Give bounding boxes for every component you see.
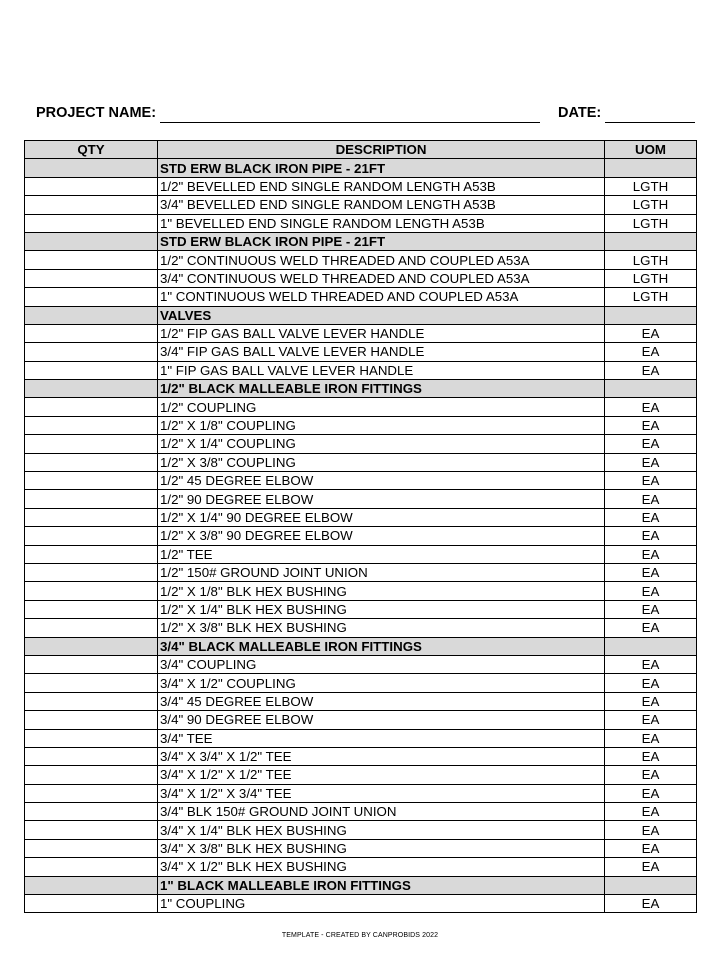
table-row — [25, 582, 697, 600]
qty-cell[interactable] — [25, 214, 158, 232]
description-cell: 3/4" FIP GAS BALL VALVE LEVER HANDLE — [158, 343, 605, 361]
section-row — [25, 159, 697, 177]
qty-cell[interactable] — [25, 692, 158, 710]
description-cell: 1/2" BEVELLED END SINGLE RANDOM LENGTH A53B — [158, 177, 605, 195]
table-row — [25, 895, 697, 913]
uom-cell: LGTH — [605, 214, 697, 232]
table-row — [25, 711, 697, 729]
qty-cell[interactable] — [25, 435, 158, 453]
table-row — [25, 453, 697, 471]
uom-cell: EA — [605, 527, 697, 545]
section-title: 1/2" BLACK MALLEABLE IRON FITTINGS — [158, 380, 605, 398]
description-cell: 1/2" X 1/4" BLK HEX BUSHING — [158, 600, 605, 618]
uom-cell: EA — [605, 343, 697, 361]
description-cell: 1" COUPLING — [158, 895, 605, 913]
description-cell: 3/4" X 1/4" BLK HEX BUSHING — [158, 821, 605, 839]
uom-cell: LGTH — [605, 269, 697, 287]
qty-cell[interactable] — [25, 600, 158, 618]
uom-cell: EA — [605, 729, 697, 747]
uom-cell: EA — [605, 619, 697, 637]
table-row — [25, 398, 697, 416]
qty-cell[interactable] — [25, 196, 158, 214]
section-title: 1" BLACK MALLEABLE IRON FITTINGS — [158, 876, 605, 894]
qty-cell[interactable] — [25, 416, 158, 434]
uom-cell: EA — [605, 582, 697, 600]
section-row — [25, 876, 697, 894]
qty-cell[interactable] — [25, 655, 158, 673]
qty-cell[interactable] — [25, 232, 158, 250]
qty-cell[interactable] — [25, 545, 158, 563]
table-row — [25, 435, 697, 453]
uom-cell — [605, 380, 697, 398]
description-cell: 1/2" FIP GAS BALL VALVE LEVER HANDLE — [158, 324, 605, 342]
description-cell: 3/4" 45 DEGREE ELBOW — [158, 692, 605, 710]
section-row — [25, 232, 697, 250]
section-title: 3/4" BLACK MALLEABLE IRON FITTINGS — [158, 637, 605, 655]
table-row — [25, 600, 697, 618]
qty-cell[interactable] — [25, 747, 158, 765]
uom-cell: EA — [605, 490, 697, 508]
description-cell: 3/4" 90 DEGREE ELBOW — [158, 711, 605, 729]
uom-cell: EA — [605, 803, 697, 821]
description-cell: 1/2" COUPLING — [158, 398, 605, 416]
uom-cell: EA — [605, 508, 697, 526]
uom-cell: EA — [605, 435, 697, 453]
project-name-field[interactable] — [160, 122, 540, 123]
qty-cell[interactable] — [25, 619, 158, 637]
description-cell: 1/2" X 3/8" COUPLING — [158, 453, 605, 471]
uom-cell: EA — [605, 324, 697, 342]
table-row — [25, 490, 697, 508]
uom-cell: EA — [605, 674, 697, 692]
uom-cell: EA — [605, 600, 697, 618]
table-row — [25, 472, 697, 490]
table-row — [25, 196, 697, 214]
qty-cell[interactable] — [25, 177, 158, 195]
qty-cell[interactable] — [25, 784, 158, 802]
table-row — [25, 784, 697, 802]
qty-cell[interactable] — [25, 858, 158, 876]
table-row — [25, 692, 697, 710]
uom-cell — [605, 637, 697, 655]
uom-column-header: UOM — [605, 141, 697, 159]
table-row — [25, 269, 697, 287]
uom-cell: LGTH — [605, 177, 697, 195]
qty-cell[interactable] — [25, 563, 158, 581]
table-row — [25, 324, 697, 342]
qty-cell[interactable] — [25, 361, 158, 379]
description-cell: 3/4" X 1/2" X 3/4" TEE — [158, 784, 605, 802]
description-cell: 3/4" X 1/2" COUPLING — [158, 674, 605, 692]
table-row — [25, 821, 697, 839]
qty-cell[interactable] — [25, 398, 158, 416]
description-cell: 1/2" 45 DEGREE ELBOW — [158, 472, 605, 490]
uom-cell: EA — [605, 747, 697, 765]
table-row — [25, 508, 697, 526]
description-cell: 3/4" COUPLING — [158, 655, 605, 673]
uom-cell: EA — [605, 766, 697, 784]
table-row — [25, 858, 697, 876]
qty-cell[interactable] — [25, 637, 158, 655]
date-field[interactable] — [605, 122, 695, 123]
qty-cell[interactable] — [25, 527, 158, 545]
project-header — [36, 104, 696, 124]
qty-cell[interactable] — [25, 453, 158, 471]
table-row — [25, 288, 697, 306]
section-row — [25, 306, 697, 324]
qty-cell[interactable] — [25, 895, 158, 913]
uom-cell: LGTH — [605, 251, 697, 269]
description-cell: 1" CONTINUOUS WELD THREADED AND COUPLED A53A — [158, 288, 605, 306]
description-cell: 3/4" BEVELLED END SINGLE RANDOM LENGTH A53B — [158, 196, 605, 214]
uom-cell — [605, 876, 697, 894]
description-cell: 1/2" X 3/8" BLK HEX BUSHING — [158, 619, 605, 637]
uom-cell: EA — [605, 692, 697, 710]
qty-cell[interactable] — [25, 472, 158, 490]
uom-cell: EA — [605, 858, 697, 876]
qty-cell[interactable] — [25, 839, 158, 857]
table-row — [25, 803, 697, 821]
description-cell: 3/4" X 1/2" BLK HEX BUSHING — [158, 858, 605, 876]
qty-cell[interactable] — [25, 324, 158, 342]
section-title: STD ERW BLACK IRON PIPE - 21FT — [158, 232, 605, 250]
table-row — [25, 729, 697, 747]
qty-cell[interactable] — [25, 729, 158, 747]
description-cell: 1/2" CONTINUOUS WELD THREADED AND COUPLED A53A — [158, 251, 605, 269]
qty-cell[interactable] — [25, 711, 158, 729]
table-row — [25, 416, 697, 434]
uom-cell — [605, 159, 697, 177]
uom-cell — [605, 232, 697, 250]
table-row — [25, 214, 697, 232]
qty-cell[interactable] — [25, 288, 158, 306]
description-cell: 1/2" X 3/8" 90 DEGREE ELBOW — [158, 527, 605, 545]
project-name-label: PROJECT NAME: — [36, 105, 157, 121]
table-header-row — [25, 141, 697, 159]
description-cell: 3/4" CONTINUOUS WELD THREADED AND COUPLED A53A — [158, 269, 605, 287]
description-cell: 1" BEVELLED END SINGLE RANDOM LENGTH A53B — [158, 214, 605, 232]
qty-column-header: QTY — [25, 141, 158, 159]
qty-cell[interactable] — [25, 582, 158, 600]
description-cell: 3/4" TEE — [158, 729, 605, 747]
table-row — [25, 177, 697, 195]
table-row — [25, 361, 697, 379]
table-row — [25, 545, 697, 563]
table-row — [25, 747, 697, 765]
table-row — [25, 674, 697, 692]
template-credit: TEMPLATE - CREATED BY CANPROBIDS 2022 — [281, 932, 439, 939]
section-title: VALVES — [158, 306, 605, 324]
uom-cell: EA — [605, 821, 697, 839]
uom-cell: EA — [605, 563, 697, 581]
table-row — [25, 619, 697, 637]
qty-cell[interactable] — [25, 306, 158, 324]
uom-cell: LGTH — [605, 196, 697, 214]
date-label: DATE: — [558, 105, 602, 121]
uom-cell: EA — [605, 472, 697, 490]
description-cell: 1/2" TEE — [158, 545, 605, 563]
uom-cell: EA — [605, 398, 697, 416]
uom-cell: EA — [605, 839, 697, 857]
qty-cell[interactable] — [25, 343, 158, 361]
qty-cell[interactable] — [25, 821, 158, 839]
qty-cell[interactable] — [25, 508, 158, 526]
section-row — [25, 637, 697, 655]
section-row — [25, 380, 697, 398]
table-row — [25, 251, 697, 269]
description-cell: 3/4" BLK 150# GROUND JOINT UNION — [158, 803, 605, 821]
table-row — [25, 343, 697, 361]
description-column-header: DESCRIPTION — [158, 141, 605, 159]
qty-cell[interactable] — [25, 803, 158, 821]
table-row — [25, 563, 697, 581]
qty-cell[interactable] — [25, 876, 158, 894]
description-cell: 1/2" X 1/4" COUPLING — [158, 435, 605, 453]
uom-cell: EA — [605, 453, 697, 471]
description-cell: 1/2" X 1/4" 90 DEGREE ELBOW — [158, 508, 605, 526]
description-cell: 1" FIP GAS BALL VALVE LEVER HANDLE — [158, 361, 605, 379]
uom-cell: EA — [605, 361, 697, 379]
description-cell: 1/2" 150# GROUND JOINT UNION — [158, 563, 605, 581]
order-table — [24, 140, 697, 913]
qty-cell[interactable] — [25, 159, 158, 177]
uom-cell: LGTH — [605, 288, 697, 306]
qty-cell[interactable] — [25, 269, 158, 287]
table-row — [25, 766, 697, 784]
uom-cell — [605, 306, 697, 324]
description-cell: 1/2" 90 DEGREE ELBOW — [158, 490, 605, 508]
uom-cell: EA — [605, 784, 697, 802]
description-cell: 3/4" X 3/8" BLK HEX BUSHING — [158, 839, 605, 857]
uom-cell: EA — [605, 655, 697, 673]
description-cell: 3/4" X 3/4" X 1/2" TEE — [158, 747, 605, 765]
table-row — [25, 527, 697, 545]
qty-cell[interactable] — [25, 490, 158, 508]
description-cell: 1/2" X 1/8" COUPLING — [158, 416, 605, 434]
qty-cell[interactable] — [25, 251, 158, 269]
table-row — [25, 839, 697, 857]
section-title: STD ERW BLACK IRON PIPE - 21FT — [158, 159, 605, 177]
uom-cell: EA — [605, 416, 697, 434]
uom-cell: EA — [605, 545, 697, 563]
uom-cell: EA — [605, 895, 697, 913]
qty-cell[interactable] — [25, 766, 158, 784]
qty-cell[interactable] — [25, 674, 158, 692]
description-cell: 1/2" X 1/8" BLK HEX BUSHING — [158, 582, 605, 600]
table-row — [25, 655, 697, 673]
uom-cell: EA — [605, 711, 697, 729]
description-cell: 3/4" X 1/2" X 1/2" TEE — [158, 766, 605, 784]
qty-cell[interactable] — [25, 380, 158, 398]
